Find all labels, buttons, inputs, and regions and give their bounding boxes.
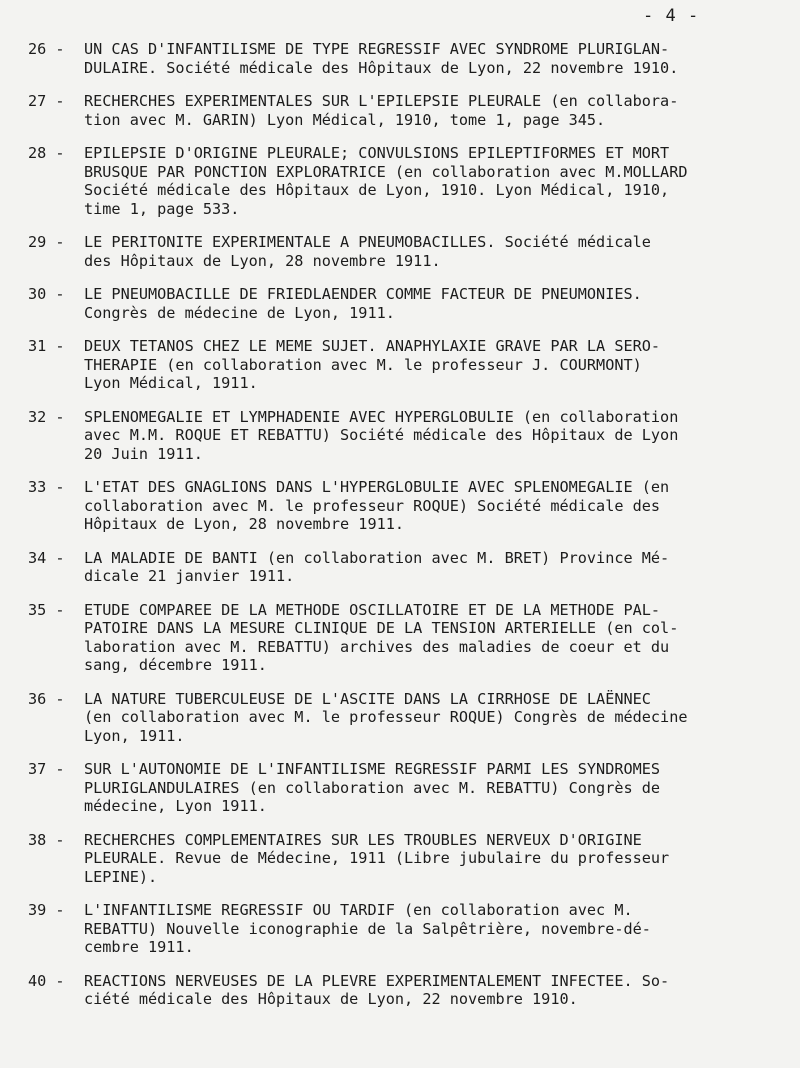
page-number: - 4 -	[643, 6, 700, 26]
entry-line: PATOIRE DANS LA MESURE CLINIQUE DE LA TENSION ARTERIELLE (en col-	[84, 619, 679, 637]
entry-line: time 1, page 533.	[84, 199, 240, 218]
entry-line: PLEURALE. Revue de Médecine, 1911 (Libre jubulaire du professeur	[84, 849, 670, 867]
entry-number: 33 -	[28, 478, 65, 496]
list-item	[28, 760, 798, 816]
entry-number: 29 -	[28, 233, 65, 251]
entry-line: LE PNEUMOBACILLE DE FRIEDLAENDER COMME FACTEUR DE PNEUMONIES.	[84, 285, 642, 303]
entry-line: (en collaboration avec M. le professeur ROQUE) Congrès de médecine	[84, 708, 688, 726]
entry-line: REACTIONS NERVEUSES DE LA PLEVRE EXPERIMENTALEMENT INFECTEE. So-	[84, 971, 670, 990]
entry-number: 27 -	[28, 92, 65, 110]
entry-line: Congrès de médecine de Lyon, 1911.	[84, 303, 395, 322]
entry-line: SPLENOMEGALIE ET LYMPHADENIE AVEC HYPERGLOBULIE (en collaboration	[84, 407, 679, 426]
list-item	[28, 92, 798, 129]
entry-text	[84, 601, 798, 675]
list-item	[28, 40, 798, 77]
list-item	[28, 690, 798, 746]
entry-text	[84, 144, 798, 218]
entry-line: LE PERITONITE EXPERIMENTALE A PNEUMOBACILLES. Société médicale	[84, 233, 651, 251]
entry-line: collaboration avec M. le professeur ROQUE) Société médicale des	[84, 496, 661, 515]
entry-line: DULAIRE. Société médicale des Hôpitaux de Lyon, 22 novembre 1910.	[84, 58, 679, 77]
entry-line: UN CAS D'INFANTILISME DE TYPE REGRESSIF AVEC SYNDROME PLURIGLAN-	[84, 40, 670, 58]
entry-number: 26 -	[28, 40, 65, 58]
list-item	[28, 478, 798, 534]
entry-text	[84, 972, 798, 1009]
entry-line: LEPINE).	[84, 867, 158, 886]
list-item	[28, 549, 798, 586]
entry-line: RECHERCHES COMPLEMENTAIRES SUR LES TROUBLES NERVEUX D'ORIGINE	[84, 830, 642, 849]
entry-line: L'ETAT DES GNAGLIONS DANS L'HYPERGLOBULIE AVEC SPLENOMEGALIE (en	[84, 478, 670, 496]
entry-line: ETUDE COMPAREE DE LA METHODE OSCILLATOIRE ET DE LA METHODE PAL-	[84, 600, 661, 619]
entry-line: LA MALADIE DE BANTI (en collaboration avec M. BRET) Province Mé-	[84, 548, 670, 567]
entry-line: EPILEPSIE D'ORIGINE PLEURALE; CONVULSIONS EPILEPTIFORMES ET MORT	[84, 144, 670, 162]
entry-text	[84, 285, 798, 322]
entry-line: médecine, Lyon 1911.	[84, 797, 267, 815]
entry-line: tion avec M. GARIN) Lyon Médical, 1910, tome 1, page 345.	[84, 110, 606, 129]
entry-line: dicale 21 janvier 1911.	[84, 567, 295, 585]
publication-list	[28, 40, 798, 1024]
entry-line: DEUX TETANOS CHEZ LE MEME SUJET. ANAPHYLAXIE GRAVE PAR LA SERO-	[84, 337, 661, 355]
entry-line: Lyon, 1911.	[84, 726, 185, 745]
entry-number: 34 -	[28, 548, 65, 567]
list-item	[28, 337, 798, 393]
entry-line: BRUSQUE PAR PONCTION EXPLORATRICE (en collaboration avec M.MOLLARD	[84, 162, 688, 181]
entry-line: L'INFANTILISME REGRESSIF OU TARDIF (en collaboration avec M.	[84, 901, 633, 919]
entry-number: 37 -	[28, 760, 65, 778]
entry-line: Société médicale des Hôpitaux de Lyon, 1910. Lyon Médical, 1910,	[84, 181, 670, 199]
entry-number: 35 -	[28, 600, 65, 619]
entry-line: REBATTU) Nouvelle iconographie de la Salpêtrière, novembre-dé-	[84, 919, 651, 938]
entry-text	[84, 831, 798, 887]
entry-number: 39 -	[28, 901, 65, 919]
list-item	[28, 408, 798, 464]
entry-text	[84, 760, 798, 816]
entry-text	[84, 40, 798, 77]
entry-text	[84, 478, 798, 534]
list-item	[28, 901, 798, 957]
entry-line: laboration avec M. REBATTU) archives des maladies de coeur et du	[84, 637, 670, 656]
entry-line: des Hôpitaux de Lyon, 28 novembre 1911.	[84, 251, 441, 270]
list-item	[28, 601, 798, 675]
entry-line: SUR L'AUTONOMIE DE L'INFANTILISME REGRESSIF PARMI LES SYNDROMES	[84, 760, 661, 778]
entry-line: LA NATURE TUBERCULEUSE DE L'ASCITE DANS LA CIRRHOSE DE LAËNNEC	[84, 689, 651, 708]
entry-number: 38 -	[28, 830, 65, 849]
list-item	[28, 285, 798, 322]
entry-number: 40 -	[28, 971, 65, 990]
entry-text	[84, 901, 798, 957]
entry-text	[84, 690, 798, 746]
entry-number: 30 -	[28, 285, 65, 303]
entry-text	[84, 337, 798, 393]
entry-line: cembre 1911.	[84, 938, 194, 956]
list-item	[28, 831, 798, 887]
entry-text	[84, 233, 798, 270]
entry-number: 28 -	[28, 144, 65, 162]
entry-line: RECHERCHES EXPERIMENTALES SUR L'EPILEPSIE PLEURALE (en collabora-	[84, 92, 679, 110]
entry-line: Hôpitaux de Lyon, 28 novembre 1911.	[84, 515, 405, 533]
entry-line: avec M.M. ROQUE ET REBATTU) Société médicale des Hôpitaux de Lyon	[84, 426, 679, 444]
entry-number: 36 -	[28, 689, 65, 708]
entry-line: 20 Juin 1911.	[84, 444, 203, 463]
list-item	[28, 972, 798, 1009]
entry-line: ciété médicale des Hôpitaux de Lyon, 22 novembre 1910.	[84, 990, 578, 1008]
entry-line: sang, décembre 1911.	[84, 656, 267, 674]
entry-line: Lyon Médical, 1911.	[84, 374, 258, 392]
entry-line: PLURIGLANDULAIRES (en collaboration avec M. REBATTU) Congrès de	[84, 778, 661, 797]
entry-line: THERAPIE (en collaboration avec M. le professeur J. COURMONT)	[84, 355, 642, 374]
list-item	[28, 233, 798, 270]
entry-number: 31 -	[28, 337, 65, 355]
entry-text	[84, 92, 798, 129]
list-item	[28, 144, 798, 218]
entry-text	[84, 408, 798, 464]
entry-text	[84, 549, 798, 586]
entry-number: 32 -	[28, 407, 65, 426]
